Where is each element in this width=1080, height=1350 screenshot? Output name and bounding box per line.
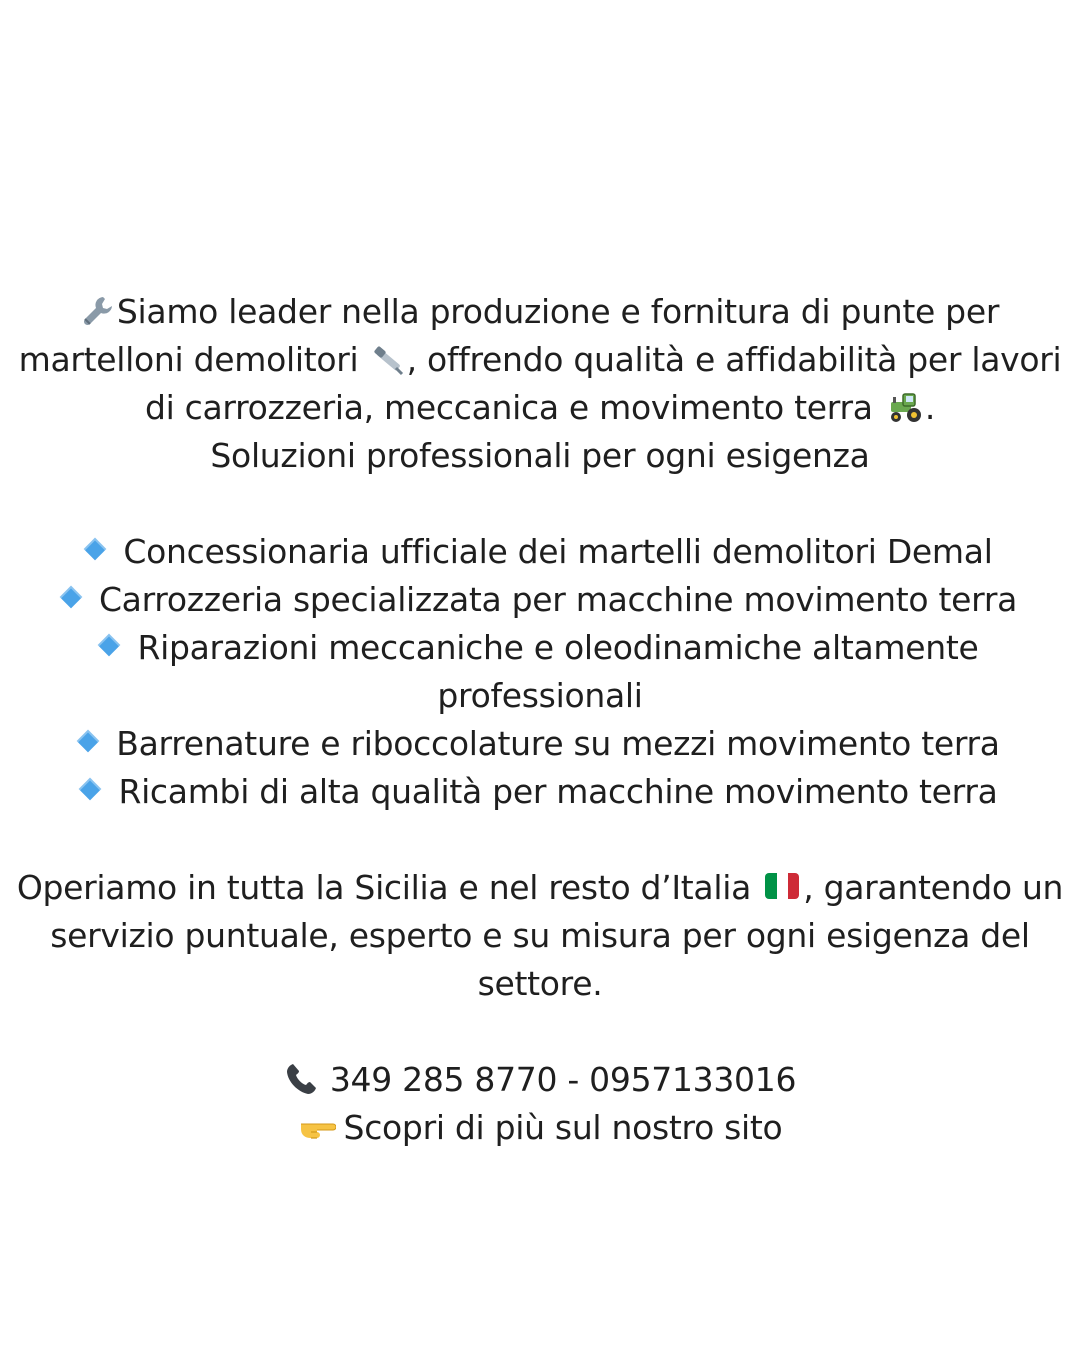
diamond-bullet-icon — [84, 538, 107, 561]
service-item: Carrozzeria specializzata per macchine movimento terra — [0, 576, 1080, 624]
coverage-line-2: servizio puntuale, esperto e su misura per ogni esigenza del — [50, 916, 1030, 955]
diamond-bullet-icon — [98, 634, 121, 657]
intro-line-3: di carrozzeria, meccanica e movimento terra . — [144, 388, 936, 427]
service-item: Ricambi di alta qualità per macchine movimento terra — [0, 768, 1080, 816]
phone-line — [0, 1056, 1080, 1104]
wrench-icon — [81, 294, 115, 328]
service-item: Barrenature e riboccolature su mezzi movimento terra — [0, 720, 1080, 768]
cta-line — [0, 1104, 1080, 1152]
phone-numbers[interactable]: 349 285 8770 - 0957133016 — [329, 1060, 797, 1099]
intro-line-2: martelloni demolitori , offrendo qualità e affidabilità per lavori — [18, 340, 1062, 379]
pointing-hand-icon — [298, 1110, 336, 1144]
tractor-icon — [887, 390, 925, 424]
chisel-icon — [371, 342, 405, 376]
service-item: Concessionaria ufficiale dei martelli demolitori Demal — [0, 528, 1080, 576]
diamond-bullet-icon — [79, 778, 102, 801]
diamond-bullet-icon — [77, 730, 100, 753]
post-content — [0, 288, 1080, 1152]
diamond-bullet-icon — [60, 586, 83, 609]
coverage-line-1: Operiamo in tutta la Sicilia e nel resto d’Italia , garantendo un — [16, 868, 1064, 907]
website-link[interactable]: Scopri di più sul nostro sito — [343, 1108, 783, 1147]
coverage-line-3: settore. — [477, 964, 603, 1003]
service-item: Riparazioni meccaniche e oleodinamiche altamente professionali — [0, 624, 1080, 720]
italy-flag-icon — [765, 873, 799, 899]
phone-icon — [284, 1061, 320, 1097]
intro-line-1: Siamo leader nella produzione e fornitura di punte per — [0, 288, 1080, 336]
intro-line-4: Soluzioni professionali per ogni esigenza — [210, 436, 870, 475]
